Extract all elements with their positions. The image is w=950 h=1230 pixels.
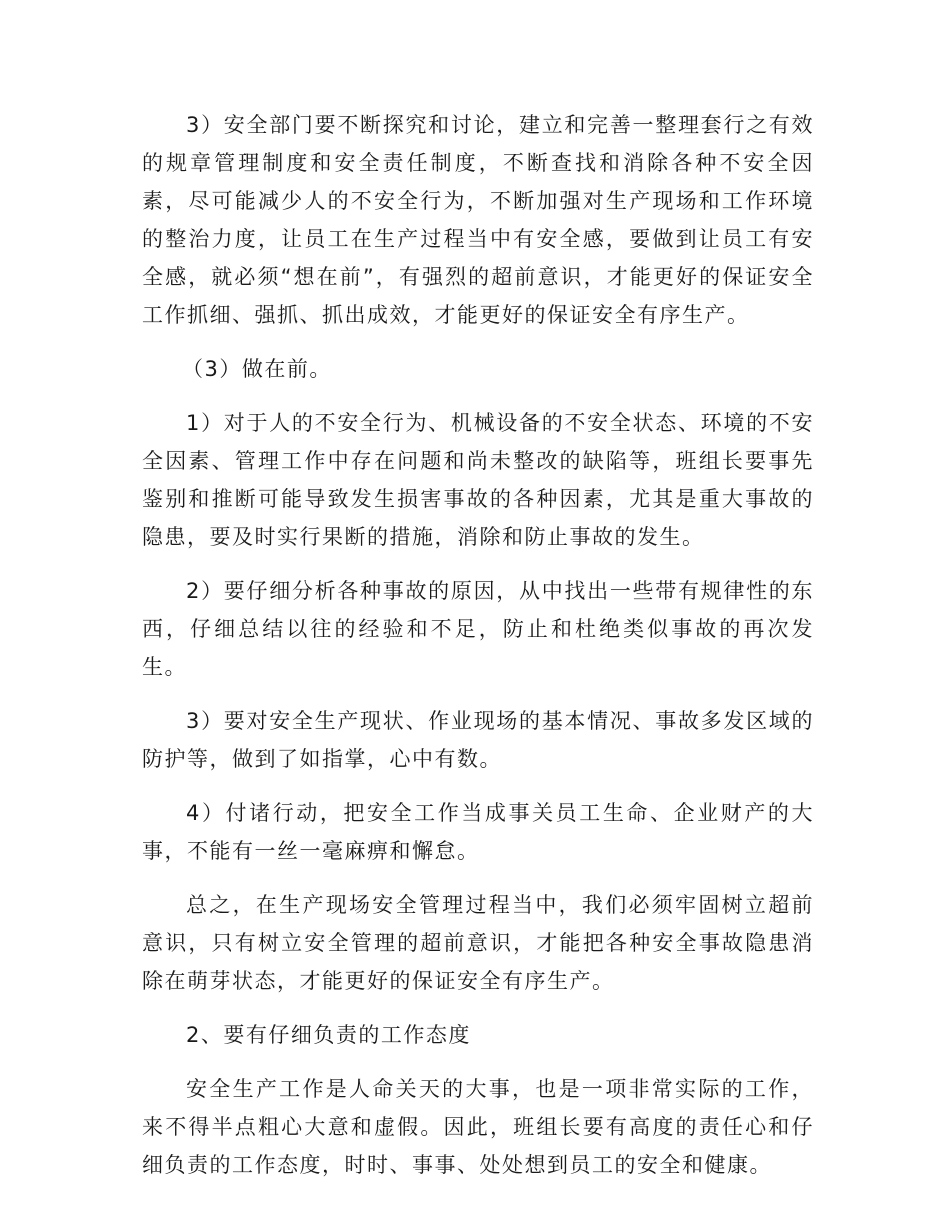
- paragraph-responsible-attitude: 安全生产工作是人命关天的大事，也是一项非常实际的工作，来不得半点粗心大意和虚假。因此，班组长要有高度的责任心和仔细负责的工作态度，时时、事事、处处想到员工的安全和健康。: [142, 1077, 814, 1177]
- section-heading-responsible-attitude: 2、要有仔细负责的工作态度: [186, 1023, 471, 1047]
- paragraph-safety-department: 3）安全部门要不断探究和讨论，建立和完善一整理套行之有效的规章管理制度和安全责任制度，不断查找和消除各种不安全因素，尽可能减少人的不安全行为，不断加强对生产现场和工作环境的整治力度，让员工在生产过程当中有安全感，要做到让员工有安全感，就必须“想在前”，有强烈的超前意识，才能更好的保证安全工作抓细、强抓、抓出成效，才能更好的保证安全有序生产。: [142, 113, 814, 327]
- paragraph-item-4: 4）付诸行动，把安全工作当成事关员工生命、企业财产的大事，不能有一丝一毫麻痹和懈怠。: [142, 801, 814, 863]
- paragraph-item-2: 2）要仔细分析各种事故的原因，从中找出一些带有规律性的东西，仔细总结以往的经验和不足，防止和杜绝类似事故的再次发生。: [142, 579, 814, 679]
- paragraph-summary: 总之，在生产现场安全管理过程当中，我们必须牢固树立超前意识，只有树立安全管理的超前意识，才能把各种安全事故隐患消除在萌芽状态，才能更好的保证安全有序生产。: [142, 893, 814, 993]
- subheading-act-in-advance: （3）做在前。: [182, 357, 332, 381]
- paragraph-item-1: 1）对于人的不安全行为、机械设备的不安全状态、环境的不安全因素、管理工作中存在问题和尚未整改的缺陷等，班组长要事先鉴别和推断可能导致发生损害事故的各种因素，尤其是重大事故的隐患，要及时实行果断的措施，消除和防止事故的发生。: [142, 411, 814, 549]
- document-body: [142, 106, 814, 1200]
- paragraph-item-3: 3）要对安全生产现状、作业现场的基本情况、事故多发区域的防护等，做到了如指掌，心中有数。: [142, 709, 814, 771]
